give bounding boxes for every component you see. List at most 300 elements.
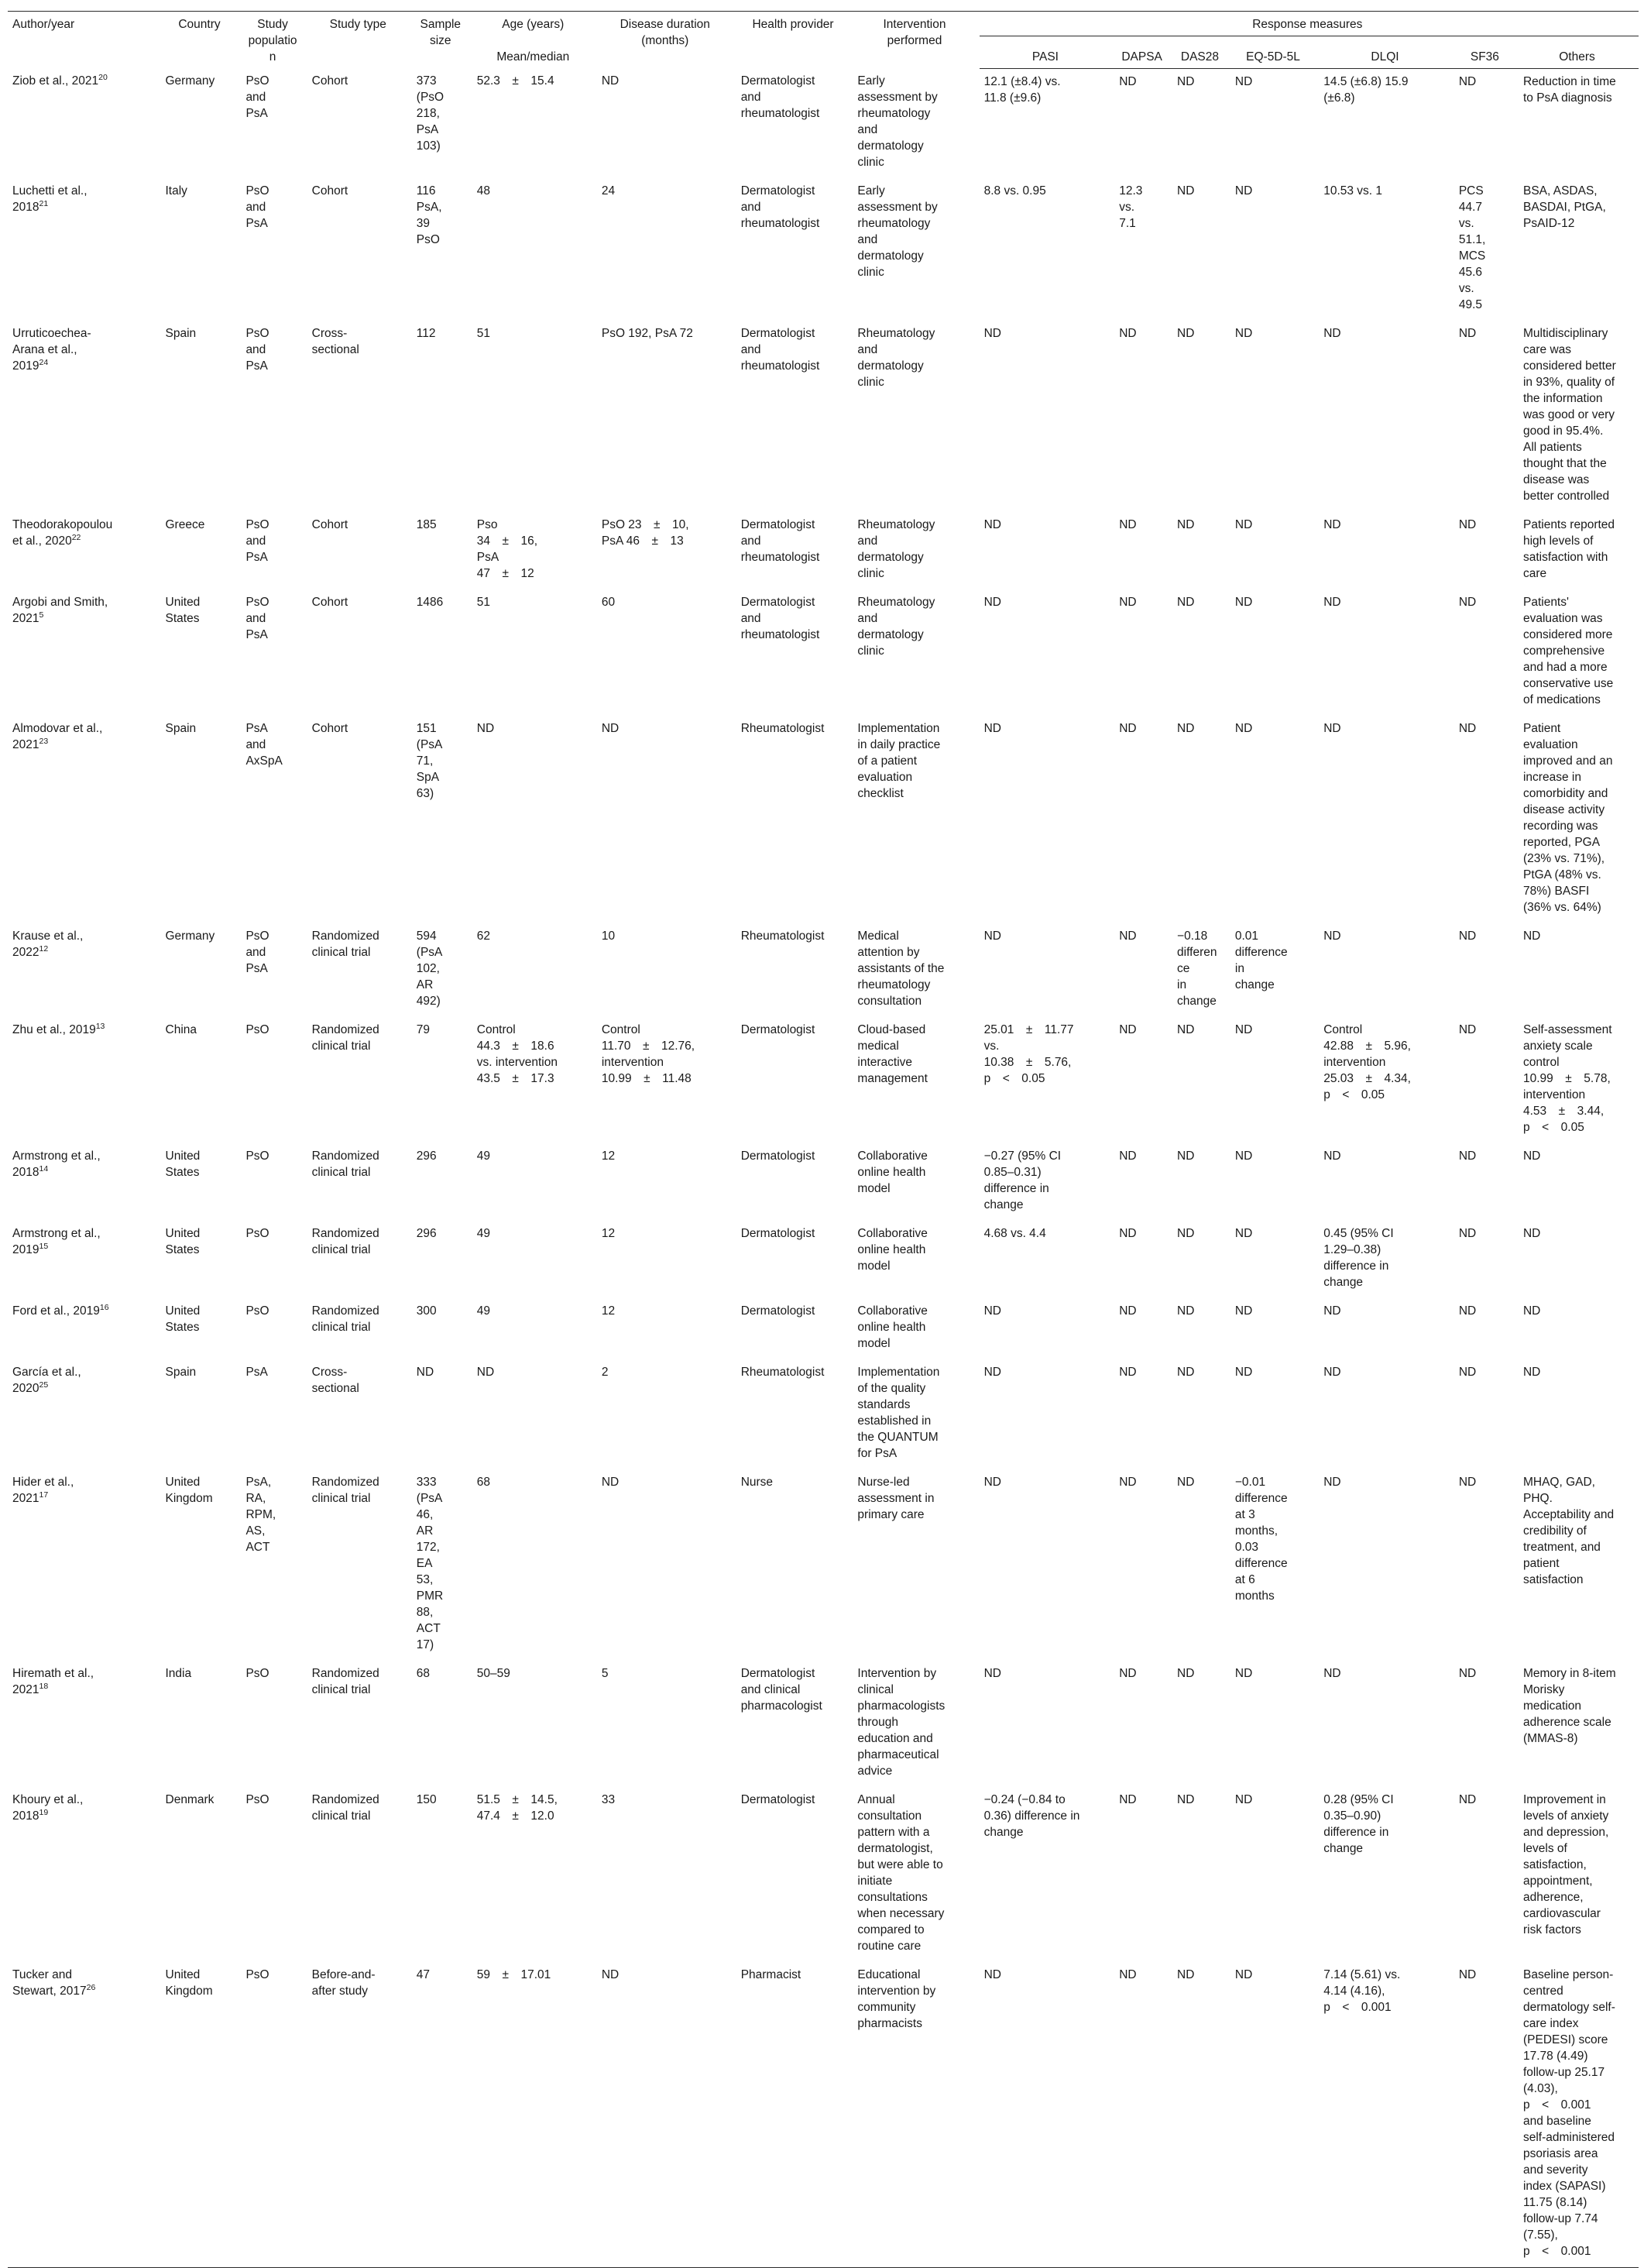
sf36-cell: ND bbox=[1458, 1304, 1477, 1318]
author-cell bbox=[8, 1143, 161, 1221]
dapsa-cell: ND bbox=[1114, 1962, 1172, 2268]
author-cell bbox=[8, 512, 161, 589]
provider-cell: Rheumatologist bbox=[740, 930, 825, 943]
others-cell: Patients reported high levels of satisfaction with care bbox=[1522, 518, 1615, 580]
sample-size-cell: 112 bbox=[416, 327, 436, 340]
das28-cell: ND bbox=[1177, 327, 1195, 340]
header-dlqi: DLQI bbox=[1319, 47, 1454, 69]
study-type-cell: Randomized clinical trial bbox=[311, 1227, 379, 1256]
intervention-cell: Collaborative online health model bbox=[857, 1227, 928, 1273]
age-cell: 51 bbox=[476, 327, 490, 340]
dlqi-cell: ND bbox=[1323, 1149, 1341, 1163]
dlqi-cell: 10.53 vs. 1 bbox=[1323, 184, 1383, 198]
author-name: Krause et al., 2022 bbox=[12, 930, 84, 959]
age-cell: ND bbox=[476, 722, 495, 735]
reference-number: 12 bbox=[39, 943, 49, 954]
sample-size-cell: 47 bbox=[412, 1962, 472, 2268]
das28-cell: ND bbox=[1177, 1476, 1195, 1489]
dapsa-cell: ND bbox=[1119, 1023, 1137, 1036]
dapsa-cell: ND bbox=[1119, 1149, 1137, 1163]
age-cell: 51 bbox=[476, 596, 490, 609]
table-row bbox=[8, 68, 1639, 178]
intervention-cell: Collaborative online health model bbox=[857, 1304, 928, 1350]
dapsa-cell: ND bbox=[1119, 74, 1137, 88]
sf36-cell: ND bbox=[1458, 1227, 1477, 1240]
header-study-type: Study type bbox=[307, 12, 412, 69]
eq5d5l-cell: −0.01 difference at 3 months, 0.03 difference at 6 months bbox=[1234, 1476, 1288, 1603]
header-age: Age (years) bbox=[472, 12, 597, 36]
author-name: Luchetti et al., 2018 bbox=[12, 184, 88, 214]
sample-size-cell: 333 (PsA 46, AR 172, EA 53, PMR 88, ACT 17) bbox=[416, 1476, 444, 1651]
pasi-cell: ND bbox=[983, 1476, 1001, 1489]
dapsa-cell: ND bbox=[1119, 1304, 1137, 1318]
header-disease-duration: Disease duration (months) bbox=[597, 12, 736, 69]
dapsa-cell: ND bbox=[1119, 1667, 1137, 1680]
author-cell bbox=[8, 923, 161, 1017]
study-type-cell: Randomized clinical trial bbox=[311, 1476, 379, 1505]
country-cell: United States bbox=[165, 1149, 201, 1179]
author-name: Armstrong et al., 2019 bbox=[12, 1227, 101, 1256]
sf36-cell: ND bbox=[1458, 1476, 1477, 1489]
dlqi-cell: 7.14 (5.61) vs. 4.14 (4.16), p < 0.001 bbox=[1319, 1962, 1454, 2268]
author-name: Tucker and Stewart, 2017 bbox=[12, 1968, 87, 1998]
eq5d5l-cell: ND bbox=[1234, 1149, 1253, 1163]
dapsa-cell: ND bbox=[1119, 518, 1137, 531]
table-row bbox=[8, 1661, 1639, 1787]
author-cell bbox=[8, 68, 161, 178]
duration-cell: 2 bbox=[601, 1366, 609, 1379]
provider-cell: Dermatologist bbox=[740, 1304, 815, 1318]
author-cell bbox=[8, 178, 161, 321]
table-row bbox=[8, 321, 1639, 512]
country-cell: United States bbox=[165, 1227, 201, 1256]
population-cell: PsA bbox=[245, 1366, 268, 1379]
author-name: Argobi and Smith, 2021 bbox=[12, 596, 108, 625]
others-cell: Reduction in time to PsA diagnosis bbox=[1522, 74, 1616, 105]
age-cell: 52.3 ± 15.4 bbox=[476, 74, 554, 88]
sf36-cell: ND bbox=[1458, 722, 1477, 735]
dlqi-cell: Control 42.88 ± 5.96, intervention 25.03 ± 4.34, p < 0.05 bbox=[1323, 1023, 1411, 1101]
provider-cell: Dermatologist bbox=[740, 1023, 815, 1036]
sf36-cell: ND bbox=[1454, 1962, 1519, 2268]
dlqi-cell: ND bbox=[1323, 1366, 1341, 1379]
eq5d5l-cell: ND bbox=[1234, 1227, 1253, 1240]
intervention-cell: Rheumatology and dermatology clinic bbox=[857, 327, 935, 389]
sample-size-cell: 373 (PsO 218, PsA 103) bbox=[416, 74, 444, 153]
table-row bbox=[8, 589, 1639, 716]
sample-size-cell: 296 bbox=[416, 1149, 437, 1163]
intervention-cell: Rheumatology and dermatology clinic bbox=[857, 596, 935, 658]
sample-size-cell: 151 (PsA 71, SpA 63) bbox=[416, 722, 443, 800]
sample-size-cell: 116 PsA, 39 PsO bbox=[416, 184, 442, 246]
others-cell: Memory in 8-item Morisky medication adherence scale (MMAS-8) bbox=[1522, 1667, 1616, 1745]
pasi-cell: 4.68 vs. 4.4 bbox=[983, 1227, 1046, 1240]
duration-cell: PsO 23 ± 10, PsA 46 ± 13 bbox=[601, 518, 689, 548]
author-name: Almodovar et al., 2021 bbox=[12, 722, 103, 751]
duration-cell: ND bbox=[597, 1962, 736, 2268]
eq5d5l-cell: ND bbox=[1234, 1667, 1253, 1680]
study-type-cell: Before-and- after study bbox=[307, 1962, 412, 2268]
provider-cell: Dermatologist and clinical pharmacologist bbox=[740, 1667, 822, 1713]
country-cell: Spain bbox=[165, 1366, 197, 1379]
table-row bbox=[8, 1298, 1639, 1359]
author-name: Theodorakopoulou et al., 2020 bbox=[12, 518, 113, 548]
sf36-cell: ND bbox=[1458, 518, 1477, 531]
sf36-cell: ND bbox=[1458, 1023, 1477, 1036]
table-row bbox=[8, 1221, 1639, 1298]
country-cell: United Kingdom bbox=[161, 1962, 242, 2268]
eq5d5l-cell: ND bbox=[1234, 596, 1253, 609]
duration-cell: 60 bbox=[601, 596, 616, 609]
author-cell bbox=[8, 1661, 161, 1787]
das28-cell: ND bbox=[1172, 1962, 1230, 2268]
population-cell: PsA, RA, RPM, AS, ACT bbox=[245, 1476, 276, 1554]
country-cell: Germany bbox=[165, 74, 215, 88]
country-cell: China bbox=[165, 1023, 197, 1036]
provider-cell: Dermatologist and rheumatologist bbox=[740, 596, 820, 641]
study-type-cell: Cross- sectional bbox=[311, 327, 359, 356]
header-spacer bbox=[980, 36, 1639, 47]
table-row bbox=[8, 512, 1639, 589]
others-cell: Multidisciplinary care was considered better in 93%, quality of the information was good or very good in 95.4%. All patients thought that the disease was better controlled bbox=[1522, 327, 1616, 503]
duration-cell: 5 bbox=[601, 1667, 609, 1680]
reference-number: 18 bbox=[39, 1681, 49, 1691]
provider-cell: Dermatologist and rheumatologist bbox=[740, 184, 820, 230]
country-cell: Spain bbox=[165, 327, 197, 340]
header-response-measures: Response measures bbox=[980, 12, 1639, 36]
duration-cell: 12 bbox=[601, 1227, 616, 1240]
sf36-cell: ND bbox=[1458, 1667, 1477, 1680]
others-cell: Patients' evaluation was considered more comprehensive and had a more conservative use of medications bbox=[1522, 596, 1614, 706]
dlqi-cell: ND bbox=[1323, 1304, 1341, 1318]
population-cell: PsO bbox=[245, 1149, 269, 1163]
provider-cell: Rheumatologist bbox=[740, 722, 825, 735]
das28-cell: ND bbox=[1177, 1304, 1195, 1318]
eq5d5l-cell: ND bbox=[1234, 327, 1253, 340]
study-type-cell: Randomized clinical trial bbox=[311, 1304, 379, 1334]
author-cell bbox=[8, 589, 161, 716]
country-cell: Denmark bbox=[165, 1793, 215, 1806]
age-cell: 59 ± 17.01 bbox=[472, 1962, 597, 2268]
sample-size-cell: 79 bbox=[416, 1023, 431, 1036]
header-author-year: Author/year bbox=[8, 12, 161, 69]
sf36-cell: ND bbox=[1458, 327, 1477, 340]
sample-size-cell: 296 bbox=[416, 1227, 437, 1240]
provider-cell: Dermatologist and rheumatologist bbox=[740, 74, 820, 120]
pasi-cell: ND bbox=[980, 1962, 1115, 2268]
header-sample-size: Sample size bbox=[412, 12, 472, 69]
header-pasi: PASI bbox=[980, 47, 1115, 69]
age-cell: 68 bbox=[476, 1476, 490, 1489]
das28-cell: ND bbox=[1177, 1793, 1195, 1806]
study-type-cell: Randomized clinical trial bbox=[311, 1667, 379, 1696]
reference-number: 13 bbox=[95, 1021, 105, 1031]
table-row bbox=[8, 716, 1639, 923]
intervention-cell: Implementation in daily practice of a patient evaluation checklist bbox=[857, 722, 941, 800]
others-cell: ND bbox=[1522, 1366, 1541, 1379]
country-cell: India bbox=[165, 1667, 192, 1680]
dapsa-cell: ND bbox=[1119, 327, 1137, 340]
author-name: Armstrong et al., 2018 bbox=[12, 1149, 101, 1179]
study-type-cell: Randomized clinical trial bbox=[311, 1149, 379, 1179]
header-dapsa: DAPSA bbox=[1114, 47, 1172, 69]
author-cell bbox=[8, 1787, 161, 1962]
eq5d5l-cell: 0.01 difference in change bbox=[1234, 930, 1288, 991]
table-row bbox=[8, 1787, 1639, 1962]
dlqi-cell: 14.5 (±6.8) 15.9 (±6.8) bbox=[1323, 74, 1409, 105]
pasi-cell: ND bbox=[983, 930, 1001, 943]
das28-cell: ND bbox=[1177, 1227, 1195, 1240]
sample-size-cell: 594 (PsA 102, AR 492) bbox=[416, 930, 443, 1008]
das28-cell: −0.18 difference in change bbox=[1177, 930, 1217, 1008]
reference-number: 19 bbox=[39, 1807, 49, 1817]
population-cell: PsO bbox=[245, 1023, 269, 1036]
dlqi-cell: ND bbox=[1323, 1476, 1341, 1489]
author-cell bbox=[8, 1017, 161, 1143]
eq5d5l-cell: ND bbox=[1234, 1023, 1253, 1036]
author-cell bbox=[8, 1298, 161, 1359]
provider-cell: Nurse bbox=[740, 1476, 774, 1489]
eq5d5l-cell: ND bbox=[1234, 1304, 1253, 1318]
population-cell: PsO bbox=[245, 1227, 269, 1240]
pasi-cell: ND bbox=[983, 596, 1001, 609]
duration-cell: PsO 192, PsA 72 bbox=[601, 327, 693, 340]
reference-number: 24 bbox=[39, 357, 49, 367]
table-row bbox=[8, 923, 1639, 1017]
pasi-cell: 8.8 vs. 0.95 bbox=[983, 184, 1046, 198]
eq5d5l-cell: ND bbox=[1234, 518, 1253, 531]
das28-cell: ND bbox=[1177, 1149, 1195, 1163]
sample-size-cell: ND bbox=[416, 1366, 434, 1379]
reference-number: 17 bbox=[39, 1490, 49, 1500]
sample-size-cell: 1486 bbox=[416, 596, 444, 609]
header-das28: DAS28 bbox=[1172, 47, 1230, 69]
age-cell: 49 bbox=[476, 1304, 490, 1318]
sample-size-cell: 185 bbox=[416, 518, 437, 531]
population-cell: PsO and PsA bbox=[245, 74, 269, 120]
study-type-cell: Randomized clinical trial bbox=[311, 930, 379, 959]
reference-number: 14 bbox=[39, 1163, 49, 1174]
eq5d5l-cell: ND bbox=[1234, 722, 1253, 735]
table-row bbox=[8, 178, 1639, 321]
intervention-cell: Early assessment by rheumatology and dermatology clinic bbox=[857, 74, 938, 169]
intervention-cell: Early assessment by rheumatology and dermatology clinic bbox=[857, 184, 938, 279]
study-type-cell: Cohort bbox=[311, 722, 348, 735]
provider-cell: Pharmacist bbox=[736, 1962, 853, 2268]
dapsa-cell: ND bbox=[1119, 596, 1137, 609]
provider-cell: Dermatologist bbox=[740, 1227, 815, 1240]
author-name: Khoury et al., 2018 bbox=[12, 1793, 84, 1823]
intervention-cell: Implementation of the quality standards established in the QUANTUM for PsA bbox=[857, 1366, 940, 1460]
reference-number: 5 bbox=[39, 610, 44, 620]
age-cell: 62 bbox=[476, 930, 490, 943]
das28-cell: ND bbox=[1177, 1667, 1195, 1680]
age-cell: 48 bbox=[476, 184, 490, 198]
others-cell: Patient evaluation improved and an increase in comorbidity and disease activity recording was reported, PGA (23% vs. 71%), PtGA (48% vs. 78%) BASFI (36% vs. 64%) bbox=[1522, 722, 1613, 914]
sf36-cell: ND bbox=[1458, 74, 1477, 88]
author-name: Zhu et al., 2019 bbox=[12, 1023, 96, 1036]
age-cell: Control 44.3 ± 18.6 vs. intervention 43.5 ± 17.3 bbox=[476, 1023, 558, 1085]
sample-size-cell: 68 bbox=[416, 1667, 431, 1680]
dlqi-cell: 0.28 (95% CI 0.35–0.90) difference in change bbox=[1323, 1793, 1394, 1855]
duration-cell: 24 bbox=[601, 184, 616, 198]
others-cell: BSA, ASDAS, BASDAI, PtGA, PsAID-12 bbox=[1522, 184, 1606, 230]
eq5d5l-cell: ND bbox=[1234, 1793, 1253, 1806]
table-header bbox=[8, 12, 1639, 69]
sample-size-cell: 300 bbox=[416, 1304, 437, 1318]
author-name: Ford et al., 2019 bbox=[12, 1304, 100, 1318]
dapsa-cell: ND bbox=[1119, 930, 1137, 943]
others-cell: ND bbox=[1522, 1227, 1541, 1240]
duration-cell: 33 bbox=[601, 1793, 616, 1806]
reference-number: 15 bbox=[39, 1241, 49, 1251]
reference-number: 25 bbox=[39, 1380, 49, 1390]
population-cell: PsO bbox=[241, 1962, 307, 2268]
dlqi-cell: ND bbox=[1323, 518, 1341, 531]
das28-cell: ND bbox=[1177, 722, 1195, 735]
eq5d5l-cell: ND bbox=[1234, 184, 1253, 198]
age-cell: 49 bbox=[476, 1227, 490, 1240]
header-eq5d5l: EQ-5D-5L bbox=[1230, 47, 1319, 69]
author-cell bbox=[8, 716, 161, 923]
pasi-cell: ND bbox=[983, 518, 1001, 531]
population-cell: PsO bbox=[245, 1667, 269, 1680]
dlqi-cell: ND bbox=[1323, 722, 1341, 735]
dapsa-cell: ND bbox=[1119, 1227, 1137, 1240]
header-country: Country bbox=[161, 12, 242, 69]
reference-number: 16 bbox=[99, 1302, 109, 1312]
country-cell: United States bbox=[165, 1304, 201, 1334]
reference-number: 22 bbox=[71, 532, 81, 542]
provider-cell: Dermatologist and rheumatologist bbox=[740, 518, 820, 564]
population-cell: PsO and PsA bbox=[245, 327, 269, 373]
population-cell: PsO bbox=[245, 1793, 269, 1806]
header-health-provider: Health provider bbox=[736, 12, 853, 69]
reference-number: 26 bbox=[86, 1982, 96, 1992]
reference-number: 23 bbox=[39, 736, 49, 746]
others-cell: ND bbox=[1522, 1149, 1541, 1163]
intervention-cell: Rheumatology and dermatology clinic bbox=[857, 518, 935, 580]
author-name: Hiremath et al., 2021 bbox=[12, 1667, 94, 1696]
intervention-cell: Annual consultation pattern with a dermatologist, but were able to initiate consultations when necessary compared to routine care bbox=[857, 1793, 945, 1953]
population-cell: PsO and PsA bbox=[245, 930, 269, 975]
age-cell: 50–59 bbox=[476, 1667, 510, 1680]
dapsa-cell: 12.3 vs. 7.1 bbox=[1119, 184, 1143, 230]
age-cell: Pso 34 ± 16, PsA 47 ± 12 bbox=[476, 518, 538, 580]
duration-cell: ND bbox=[601, 722, 620, 735]
das28-cell: ND bbox=[1177, 1023, 1195, 1036]
author-name: Urruticoechea- Arana et al., 2019 bbox=[12, 327, 91, 373]
table-row bbox=[8, 1962, 1639, 2268]
dlqi-cell: ND bbox=[1323, 596, 1341, 609]
others-cell: ND bbox=[1522, 1304, 1541, 1318]
others-cell: MHAQ, GAD, PHQ. Acceptability and credibility of treatment, and patient satisfaction bbox=[1522, 1476, 1615, 1586]
intervention-cell: Educational intervention by community pharmacists bbox=[853, 1962, 979, 2268]
study-type-cell: Cross- sectional bbox=[311, 1366, 359, 1395]
author-cell bbox=[8, 1221, 161, 1298]
das28-cell: ND bbox=[1177, 596, 1195, 609]
author-cell bbox=[8, 1469, 161, 1661]
others-cell: ND bbox=[1522, 930, 1541, 943]
duration-cell: ND bbox=[601, 74, 620, 88]
dlqi-cell: 0.45 (95% CI 1.29–0.38) difference in change bbox=[1323, 1227, 1394, 1289]
sf36-cell: ND bbox=[1458, 930, 1477, 943]
duration-cell: ND bbox=[601, 1476, 620, 1489]
pasi-cell: −0.27 (95% CI 0.85–0.31) difference in change bbox=[983, 1149, 1062, 1211]
sf36-cell: ND bbox=[1458, 1366, 1477, 1379]
study-type-cell: Cohort bbox=[311, 74, 348, 88]
dapsa-cell: ND bbox=[1119, 722, 1137, 735]
pasi-cell: ND bbox=[983, 327, 1001, 340]
provider-cell: Rheumatologist bbox=[740, 1366, 825, 1379]
age-cell: 51.5 ± 14.5, 47.4 ± 12.0 bbox=[476, 1793, 558, 1823]
header-study-population: Study population bbox=[241, 12, 307, 69]
age-cell: 49 bbox=[476, 1149, 490, 1163]
country-cell: Germany bbox=[165, 930, 215, 943]
header-intervention: Intervention performed bbox=[853, 12, 979, 69]
author-cell bbox=[8, 321, 161, 512]
country-cell: Greece bbox=[165, 518, 205, 531]
pasi-cell: ND bbox=[983, 1366, 1001, 1379]
population-cell: PsA and AxSpA bbox=[245, 722, 283, 768]
study-type-cell: Randomized clinical trial bbox=[311, 1023, 379, 1053]
sf36-cell: ND bbox=[1458, 596, 1477, 609]
intervention-cell: Medical attention by assistants of the rheumatology consultation bbox=[857, 930, 945, 1008]
author-name: García et al., 2020 bbox=[12, 1366, 81, 1395]
table-row bbox=[8, 1017, 1639, 1143]
provider-cell: Dermatologist bbox=[740, 1793, 815, 1806]
provider-cell: Dermatologist and rheumatologist bbox=[740, 327, 820, 373]
das28-cell: ND bbox=[1177, 518, 1195, 531]
eq5d5l-cell: ND bbox=[1234, 74, 1253, 88]
studies-table bbox=[8, 11, 1639, 2268]
study-type-cell: Cohort bbox=[311, 596, 348, 609]
author-cell bbox=[8, 1962, 161, 2268]
study-type-cell: Randomized clinical trial bbox=[311, 1793, 379, 1823]
reference-number: 20 bbox=[98, 72, 108, 82]
duration-cell: Control 11.70 ± 12.76, intervention 10.99 ± 11.48 bbox=[601, 1023, 695, 1085]
table-body bbox=[8, 68, 1639, 2268]
country-cell: Spain bbox=[165, 722, 197, 735]
others-cell: Self-assessment anxiety scale control 10.99 ± 5.78, intervention 4.53 ± 3.44, p < 0.05 bbox=[1522, 1023, 1612, 1134]
intervention-cell: Intervention by clinical pharmacologists through education and pharmaceutical advice bbox=[857, 1667, 946, 1778]
age-cell: ND bbox=[476, 1366, 495, 1379]
pasi-cell: ND bbox=[983, 1304, 1001, 1318]
duration-cell: 10 bbox=[601, 930, 616, 943]
header-sf36: SF36 bbox=[1454, 47, 1519, 69]
dapsa-cell: ND bbox=[1119, 1476, 1137, 1489]
eq5d5l-cell: ND bbox=[1234, 1366, 1253, 1379]
provider-cell: Dermatologist bbox=[740, 1149, 815, 1163]
country-cell: United Kingdom bbox=[165, 1476, 213, 1505]
sf36-cell: PCS 44.7 vs. 51.1, MCS 45.6 vs. 49.5 bbox=[1458, 184, 1486, 311]
study-type-cell: Cohort bbox=[311, 184, 348, 198]
sf36-cell: ND bbox=[1458, 1793, 1477, 1806]
sf36-cell: ND bbox=[1458, 1149, 1477, 1163]
header-mean-median: Mean/median bbox=[496, 50, 570, 64]
population-cell: PsO and PsA bbox=[245, 596, 269, 641]
table-row bbox=[8, 1143, 1639, 1221]
others-cell: Baseline person- centred dermatology self- care index (PEDESI) score 17.78 (4.49) follow-up 25.17 (4.03), p < 0.001 and baseline self-administered psoriasis area and severity index (SAPASI) 11.75 (8.14) follow-up 7.74 (7.55), p < 0.001 bbox=[1519, 1962, 1639, 2268]
population-cell: PsO and PsA bbox=[245, 184, 269, 230]
intervention-cell: Nurse-led assessment in primary care bbox=[857, 1476, 935, 1521]
others-cell: Improvement in levels of anxiety and depression, levels of satisfaction, appointment, adherence, cardiovascular risk factors bbox=[1522, 1793, 1609, 1936]
dlqi-cell: ND bbox=[1323, 930, 1341, 943]
intervention-cell: Collaborative online health model bbox=[857, 1149, 928, 1195]
pasi-cell: ND bbox=[983, 722, 1001, 735]
dapsa-cell: ND bbox=[1119, 1366, 1137, 1379]
study-type-cell: Cohort bbox=[311, 518, 348, 531]
